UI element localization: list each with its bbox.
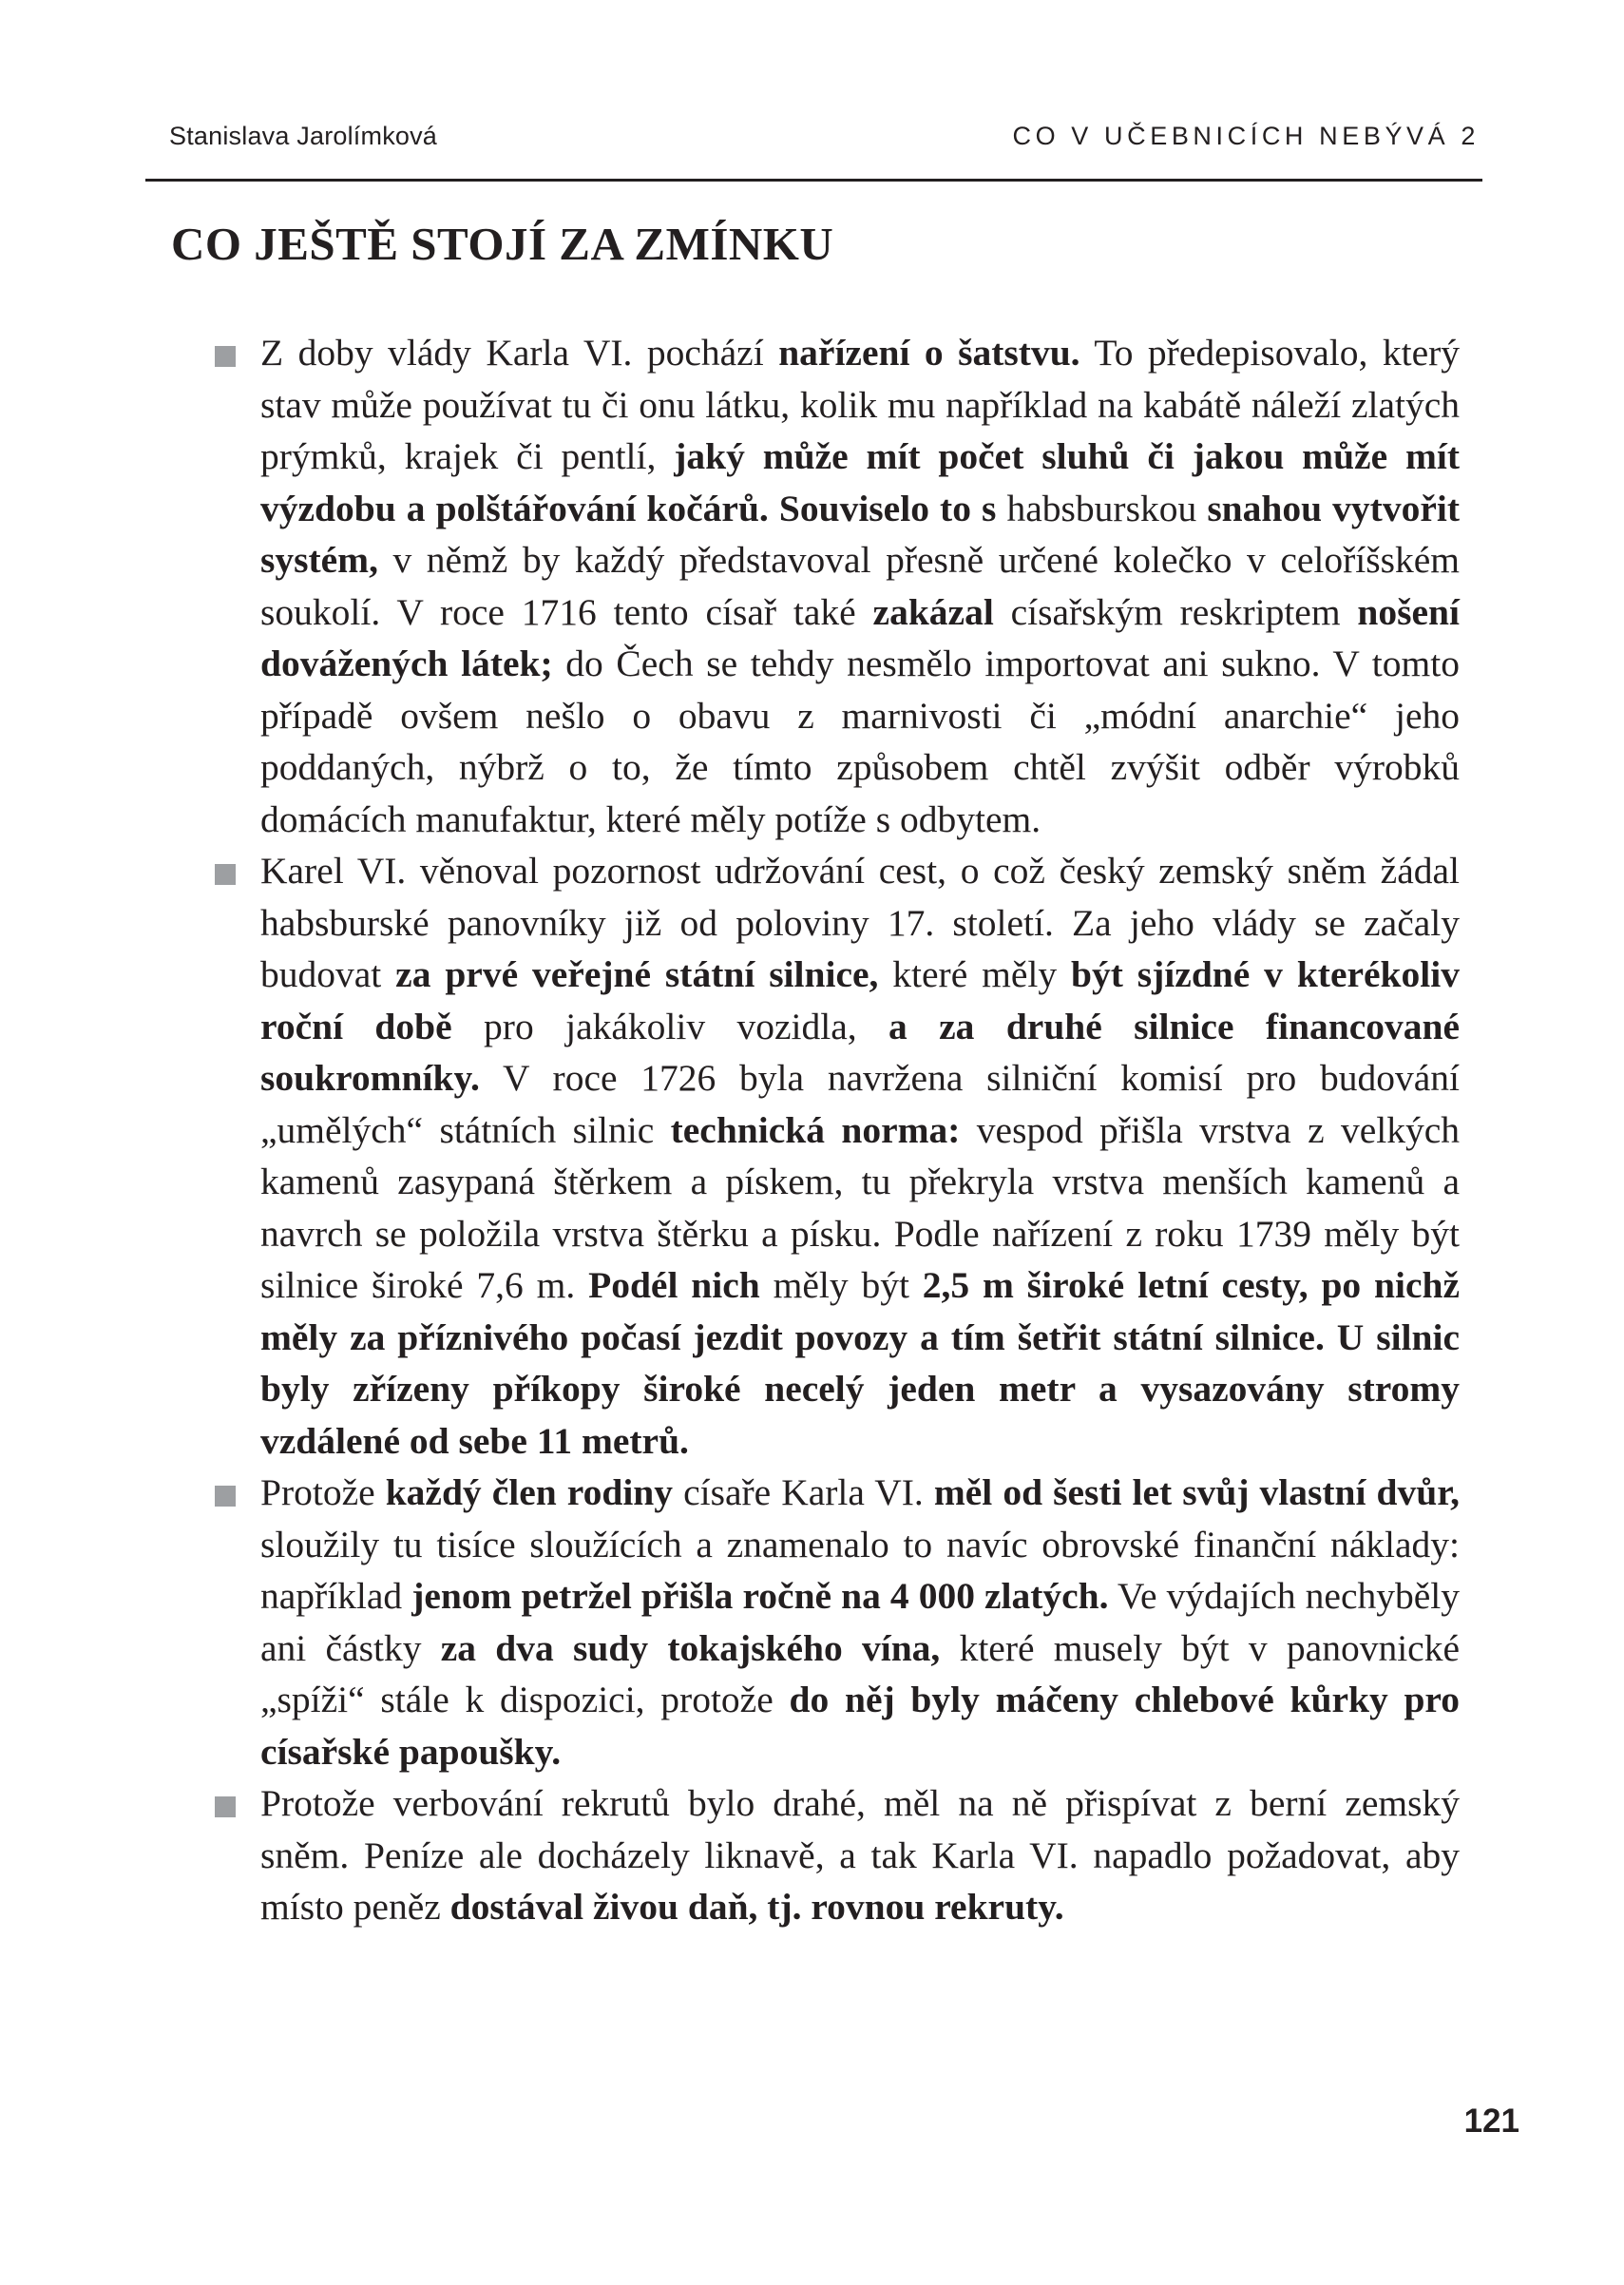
bullet-square-icon (215, 864, 236, 885)
bullet-item (260, 845, 1460, 1467)
bold-text: zakázal (872, 590, 994, 633)
bold-text: nařízení o šatstvu. (778, 332, 1080, 374)
body-text: které měly (878, 953, 1072, 995)
body-text: Protože (260, 1471, 386, 1513)
body-text: císařským reskriptem (993, 590, 1358, 633)
bold-text: každý člen rodiny (385, 1471, 674, 1513)
bold-text: technická norma: (670, 1108, 961, 1151)
bold-text: být sjízdné v kterékoliv roční době (260, 953, 1460, 1047)
body-text: V roce 1726 byla navržena silniční komisí pro budování „umělých“ státních silnic (260, 1057, 1460, 1151)
body-text: sloužily tu tisíce sloužících a znamenalo to navíc obrovské finanční náklady: například (260, 1523, 1460, 1617)
body-text: do Čech se tehdy nesmělo importovat ani sukno. V tomto případě ovšem nešlo o obavu z marnivosti či „módní anarchie“ jeho poddaných, nýbrž o to, že tímto způsobem chtěl zvýšit odběr výrobků domácích manufaktur, které měly potíže s odbytem. (260, 643, 1460, 840)
bold-text: měl od šesti let svůj vlastní dvůr, (933, 1471, 1460, 1513)
bullet-square-icon (215, 346, 236, 367)
bold-text: jenom petržel přišla ročně na 4 000 zlatých. (411, 1575, 1109, 1617)
bullet-list (260, 327, 1460, 1933)
bold-text: Podél nich (588, 1264, 760, 1306)
bullet-item (260, 1777, 1460, 1933)
bullet-item (260, 327, 1460, 845)
bold-text: 2,5 m široké letní cesty, po nichž měly za příznivého počasí jezdit povozy a tím šetřit státní silnice. U silnic byly zřízeny příkopy široké necelý jeden metr a vysazovány stromy vzdálené od sebe 11 metrů. (260, 1264, 1460, 1462)
bold-text: za dva sudy tokajského vína, (440, 1626, 941, 1669)
bold-text: jaký může mít počet sluhů či jakou může mít výzdobu a polštářování kočárů. Souviselo to s (260, 435, 1460, 529)
body-text: v němž by každý představoval přesně určené kolečko v celoříšském soukolí. V roce 1716 tento císař také (260, 539, 1460, 633)
bold-text: snahou vytvořit systém, (260, 487, 1461, 581)
body-text: Protože verbování rekrutů bylo drahé, měl na ně přispívat z berní zemský sněm. Peníze ale docházely liknavě, a tak Karla VI. napadlo požadovat, aby místo peněz (260, 1782, 1460, 1928)
body-text: vespod přišla vrstva z velkých kamenů zasypaná štěrkem a pískem, tu překryla vrstva menších kamenů a navrch se položila vrstva štěrku a písku. Podle nařízení z roku 1739 měly být silnice široké 7,6 m. (260, 1108, 1461, 1306)
body-text: Z doby vlády Karla VI. pochází (260, 332, 779, 374)
section-heading: CO JEŠTĚ STOJÍ ZA ZMÍNKU (171, 218, 834, 270)
body-text: pro jakákoliv vozidla, (451, 1005, 888, 1047)
bold-text: dostával živou daň, tj. rovnou rekruty. (449, 1886, 1064, 1928)
bullet-square-icon (215, 1796, 236, 1817)
bold-text: za prvé veřejné státní silnice, (395, 953, 879, 995)
running-header (169, 122, 1480, 151)
bullet-item (260, 1467, 1460, 1777)
body-text: císaře Karla VI. (673, 1471, 934, 1513)
body-text: které musely být v panovnické „spíži“ stále k dispozici, protože (260, 1626, 1460, 1720)
body-text: měly být (759, 1264, 923, 1306)
body-text: To předepisovalo, který stav může používat tu či onu látku, kolik mu například na kabátě náleží zlatých prýmků, krajek či pentlí, (260, 332, 1461, 477)
running-header-book-title: CO V UČEBNICÍCH NEBÝVÁ 2 (1012, 122, 1480, 150)
bold-text: nošení dovážených látek; (260, 590, 1460, 684)
body-text: Karel VI. věnoval pozornost udržování cest, o což český zemský sněm žádal habsburské panovníky již od poloviny 17. století. Za jeho vlády se začaly budovat (260, 850, 1460, 995)
bold-text: do něj byly máčeny chlebové kůrky pro císařské papoušky. (260, 1679, 1460, 1773)
body-text: habsburskou (996, 487, 1208, 529)
page-number: 121 (1463, 2103, 1519, 2140)
running-header-author: Stanislava Jarolímková (169, 122, 438, 150)
header-rule (145, 179, 1482, 182)
bullet-square-icon (215, 1486, 236, 1507)
body-text: Ve výdajích nechyběly ani částky (260, 1575, 1460, 1669)
bold-text: a za druhé silnice financované soukromníky. (260, 1005, 1460, 1099)
